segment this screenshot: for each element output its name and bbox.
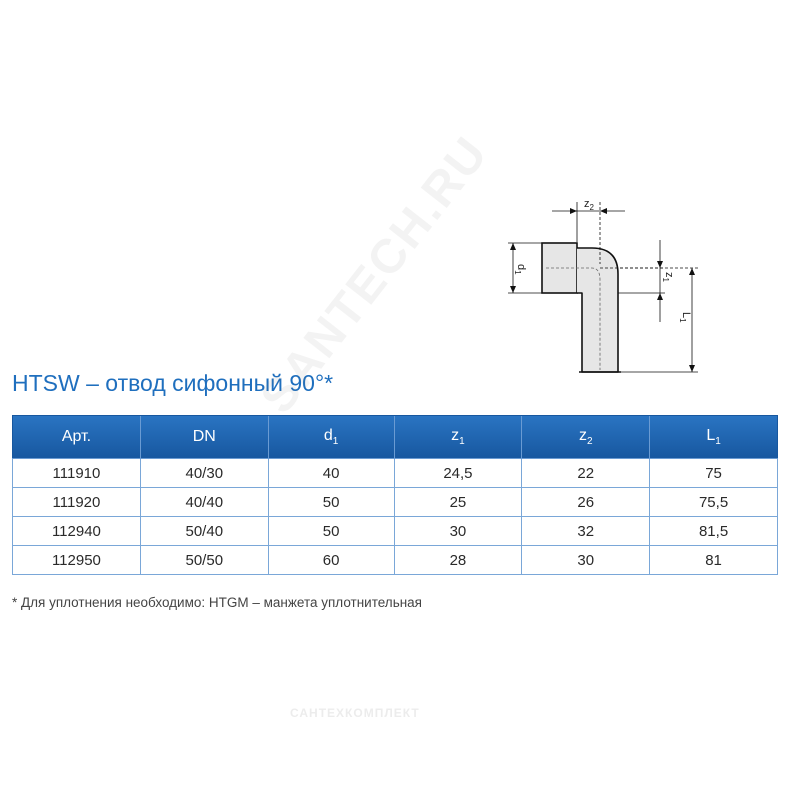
table-body	[13, 459, 778, 575]
table-cell: 75,5	[650, 488, 778, 517]
column-header	[140, 416, 268, 459]
column-header-label: z	[578, 426, 587, 444]
column-header-subscript: 2	[586, 436, 593, 448]
watermark-bottom: САНТЕХКОМПЛЕКТ	[290, 706, 420, 720]
d1-label: $d_1$	[513, 264, 527, 275]
table-cell: 26	[522, 488, 650, 517]
header-row	[13, 416, 778, 459]
elbow-body	[577, 248, 618, 372]
column-header	[13, 416, 141, 459]
column-header-label: z	[451, 426, 460, 444]
column-header-label: d	[323, 426, 333, 444]
table-row	[13, 546, 778, 575]
table-cell: 30	[522, 546, 650, 575]
table-row	[13, 459, 778, 488]
pipe-elbow-diagram	[500, 192, 710, 382]
table-cell: 111920	[13, 488, 141, 517]
elbow-drawing	[500, 192, 710, 382]
column-header	[650, 416, 778, 459]
column-header	[522, 416, 650, 459]
column-header-subscript: 1	[332, 436, 339, 448]
table-row	[13, 517, 778, 546]
column-header-subscript: 1	[459, 436, 465, 448]
column-header-label: DN	[192, 428, 216, 445]
l1-label: $L_1$	[678, 312, 692, 323]
table-cell: 50/40	[140, 517, 268, 546]
column-header-subscript: 1	[715, 436, 721, 448]
specification-table	[12, 415, 778, 575]
table-cell: 22	[522, 459, 650, 488]
table-cell: 50	[268, 517, 394, 546]
table-cell: 75	[650, 459, 778, 488]
table-cell: 112940	[13, 517, 141, 546]
table-row	[13, 488, 778, 517]
table-cell: 50	[268, 488, 394, 517]
table-cell: 40/40	[140, 488, 268, 517]
column-header-label: L	[706, 426, 716, 444]
table-cell: 25	[394, 488, 522, 517]
z1-label: $z_1$	[661, 272, 675, 282]
table-cell: 30	[394, 517, 522, 546]
product-title: HTSW – отвод сифонный 90°*	[12, 370, 334, 396]
column-header-label: Арт.	[61, 428, 92, 445]
table-cell: 28	[394, 546, 522, 575]
footnote: * Для уплотнения необходимо: HTGM – манжета уплотнительная	[12, 595, 422, 610]
table-cell: 81,5	[650, 517, 778, 546]
table-cell: 40/30	[140, 459, 268, 488]
column-header	[394, 416, 522, 459]
table-cell: 24,5	[394, 459, 522, 488]
table-header	[13, 416, 778, 459]
table-cell: 50/50	[140, 546, 268, 575]
table-cell: 81	[650, 546, 778, 575]
table-cell: 112950	[13, 546, 141, 575]
table-cell: 32	[522, 517, 650, 546]
table-cell: 40	[268, 459, 394, 488]
watermark-diagonal: SANTECH.RU	[250, 126, 499, 424]
z2-label: $z_2$	[584, 198, 594, 212]
table-cell: 111910	[13, 459, 141, 488]
table-cell: 60	[268, 546, 394, 575]
column-header	[268, 416, 394, 459]
